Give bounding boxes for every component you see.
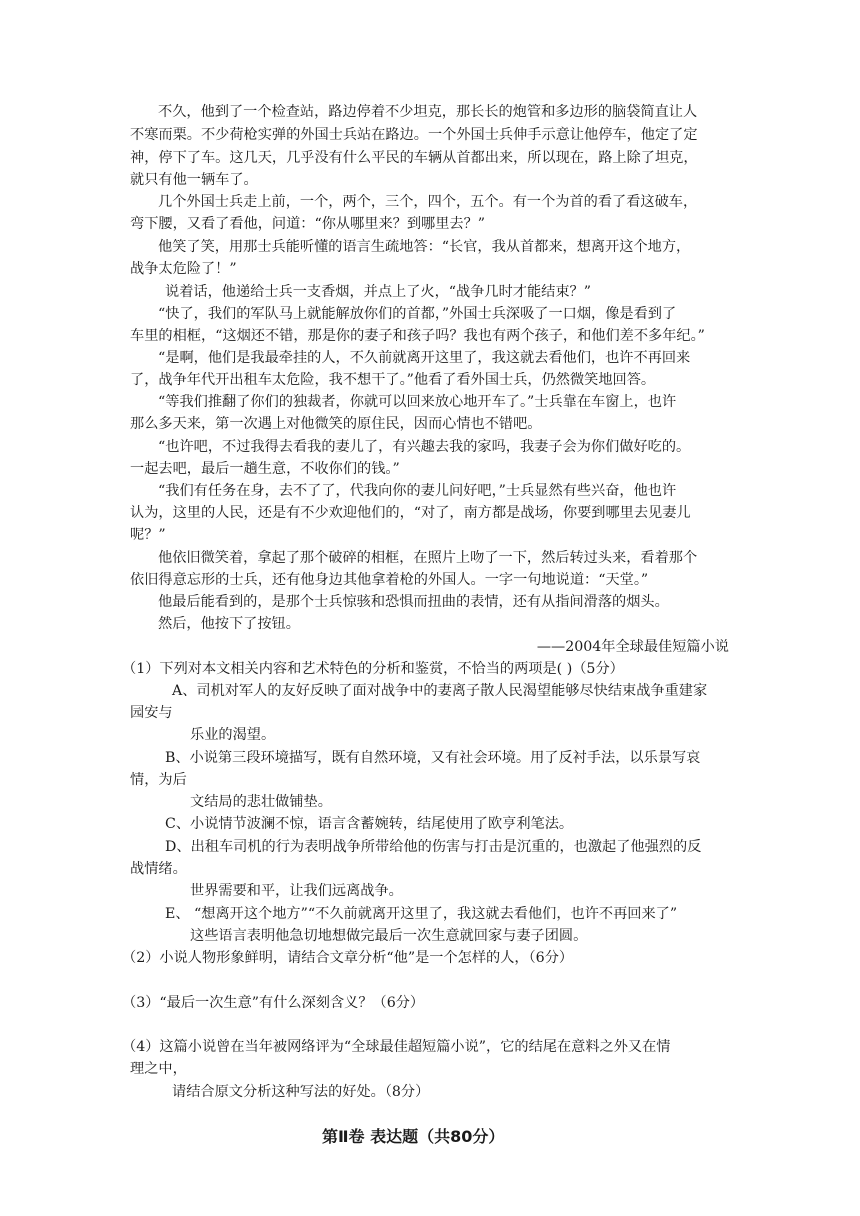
story-line: “快了，我们的军队马上就能解放你们的首都，”外国士兵深吸了一口烟，像是看到了	[158, 306, 677, 322]
story-line: 车里的相框，“这烟还不错，那是你的妻子和孩子吗？我也有两个孩子，和他们差不多年纪。”	[130, 328, 705, 344]
story-line: 他笑了笑，用那士兵能听懂的语言生疏地答：“长官，我从首都来，想离开这个地方，	[158, 239, 691, 255]
option-line: C、小说情节波澜不惊，语言含蓄婉转，结尾使用了欧亨利笔法。	[165, 816, 574, 832]
story-line: “我们有任务在身，去不了了，代我向你的妻儿问好吧，”士兵显然有些兴奋，他也许	[158, 483, 677, 499]
question-line: （3）“最后一次生意”有什么深刻含义？（6分）	[122, 995, 425, 1011]
story-line: 几个外国士兵走上前，一个，两个，三个，四个，五个。有一个为首的看了看这破车，	[158, 194, 698, 210]
story-line: 弯下腰，又看了看他，问道：“你从哪里来？到哪里去？”	[130, 216, 486, 232]
story-line: 呢？”	[130, 527, 166, 543]
story-line: 他依旧微笑着，拿起了那个破碎的相框，在照片上吻了一下，然后转过头来，看着那个	[158, 550, 698, 566]
option-line: 园安与	[130, 705, 173, 721]
story-line: 说着话，他递给士兵一支香烟，并点上了火，“战争几时才能结束？”	[165, 284, 591, 300]
story-line: 他最后能看到的，是那个士兵惊骇和恐惧而扭曲的表情，还有从指间滑落的烟头。	[158, 594, 669, 610]
section-heading: 第Ⅱ卷 表达题（共80分）	[322, 1127, 505, 1146]
question-line: （2）小说人物形象鲜明，请结合文章分析“他”是一个怎样的人，（6分）	[122, 950, 574, 966]
question-line: 理之中，	[130, 1061, 187, 1077]
option-line: 世界需要和平，让我们远离战争。	[190, 883, 403, 899]
story-line: “也许吧，不过我得去看我的妻儿了，有兴趣去我的家吗，我妻子会为你们做好吃的。	[158, 439, 691, 455]
option-line: 战情绪。	[130, 861, 187, 877]
story-line: 一起去吧，最后一趟生意，不收你们的钱。”	[130, 461, 400, 477]
option-line: E、 “想离开这个地方”“不久前就离开这里了，我这就去看他们，也许不再回来了”	[165, 906, 678, 922]
source-attribution: ——2004年全球最佳短篇小说	[536, 639, 729, 655]
story-line: “是啊，他们是我最牵挂的人，不久前就离开这里了，我这就去看他们，也许不再回来	[158, 350, 691, 366]
option-line: 文结局的悲壮做铺垫。	[190, 794, 332, 810]
story-line: 不久，他到了一个检查站，路边停着不少坦克，那长长的炮管和多边形的脑袋简直让人	[158, 104, 698, 120]
option-line: 乐业的渴望。	[190, 727, 276, 743]
option-line: D、出租车司机的行为表明战争所带给他的伤害与打击是沉重的，也激起了他强烈的反	[165, 839, 702, 855]
story-line: 然后，他按下了按钮。	[158, 616, 300, 632]
option-line: A、司机对军人的友好反映了面对战争中的妻离子散人民渴望能够尽快结束战争重建家	[172, 683, 708, 699]
story-line: 依旧得意忘形的士兵，还有他身边其他拿着枪的外国人。一字一句地说道：“天堂。”	[130, 572, 649, 588]
story-line: 不寒而栗。不少荷枪实弹的外国士兵站在路边。一个外国士兵伸手示意让他停车，他定了定	[130, 127, 698, 143]
story-line: 了，战争年代开出租车太危险，我不想干了。”他看了看外国士兵，仍然微笑地回答。	[130, 372, 656, 388]
story-line: “等我们推翻了你们的独裁者，你就可以回来放心地开车了。”士兵靠在车窗上，也许	[158, 394, 677, 410]
story-line: 就只有他一辆车了。	[130, 172, 258, 188]
question-line: （1）下列对本文相关内容和艺术特色的分析和鉴赏，不恰当的两项是( )（5分）	[122, 661, 624, 677]
question-line: 请结合原文分析这种写法的好处。（8分）	[172, 1084, 430, 1100]
option-line: 这些语言表明他急切地想做完最后一次生意就回家与妻子团圆。	[190, 928, 588, 944]
option-line: B、小说第三段环境描写，既有自然环境，又有社会环境。用了反衬手法，以乐景写哀	[165, 750, 701, 766]
story-line: 认为，这里的人民，还是有不少欢迎他们的，“对了，南方都是战场，你要到哪里去见妻儿	[130, 505, 691, 521]
story-line: 神，停下了车。这几天，几乎没有什么平民的车辆从首都出来，所以现在，路上除了坦克，	[130, 150, 698, 166]
story-line: 战争太危险了！”	[130, 261, 237, 277]
option-line: 情，为后	[130, 772, 187, 788]
story-line: 那么多天来，第一次遇上对他微笑的原住民，因而心情也不错吧。	[130, 416, 542, 432]
question-line: （4）这篇小说曾在当年被网络评为“全球最佳超短篇小说”，它的结尾在意料之外又在情	[122, 1039, 671, 1055]
